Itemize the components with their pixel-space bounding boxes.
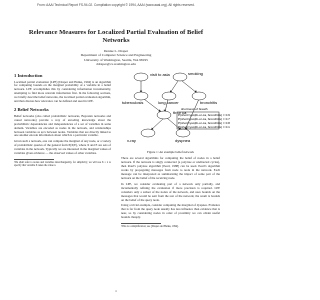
belief-networks-paragraph-2: Given such a network, one can compute the marginal of any node, or a variety of probabilistic queries of the general form P(X|E), where X and E are sets of variables in the network. Typically we are interested in the marginal values of variables given evidence — the observed values of other variables. [14, 139, 111, 156]
page-number: 1 [115, 289, 117, 293]
section-heading-introduction: 1 Introduction [14, 73, 43, 78]
cpt-legend [177, 107, 230, 129]
author-department: Department of Computer Science and Engineering [80, 53, 152, 58]
paper-title [20, 29, 212, 45]
right-paragraph-1: There are several algorithms for computing the belief of nodes in a belief network. If the network is singly connected (a polytree or undirected cycles), then Pearl's polytree algorithm [Pearl, 1988] can be used. Pearl's algorithm works by propagating messages from node to node in the network. Each message can be interpreted as summarizing the impact of some part of the network on the belief of the receiving node. [121, 156, 220, 180]
footnote-left: ¹We shall refer to nodes and variables interchangeably, for simplicity; we will use X = x to specify that variable X takes the value x. [14, 161, 111, 168]
belief-network-figure [121, 70, 230, 148]
node-dyspnea: dyspnea [175, 138, 191, 143]
title-line-1: Relevance Measures for Localized Partial Evaluation of Belief [28, 29, 204, 36]
node-tuberculosis: tuberculosis [122, 100, 144, 105]
introduction-paragraph: Localized partial evaluation (LPE) [Draper and Hanks, 1994] is an algorithm for computing bounds on the marginal probability of a variable in a belief network. LPE accomplishes this by considering information incrementally, attempting to find more relevant information first. In the following sections, we briefly describe belief networks, the localized partial evaluation algorithm, and then discuss how relevance can be defined and used in LPE. [14, 79, 111, 104]
author-block [20, 49, 212, 66]
node-smoking: smoking [188, 71, 203, 76]
title-line-2: Networks [102, 37, 130, 44]
section-heading-belief-networks: 2 Belief Networks [14, 107, 49, 113]
copyright-notice: From: AAAI Technical Report FS-94-02. Compilation copyright © 1994, AAAI (www.aaai.org). All rights reserved. [37, 3, 195, 7]
right-paragraph-2: In LPE, we consider evaluating part of a network only partially, and incrementally refining the evaluation if more precision is required. LPE considers only a subset of the nodes of the network, and uses bounds on the messages that would be sent from the rest of the network; the result is bounds on the belief of the query node. [121, 181, 220, 202]
footnote-right: ²This is a simplification; see [Draper and Hanks, 1994]. [121, 225, 179, 229]
left-column [14, 70, 111, 168]
cpt-row: P(short=yes|tb-or-ca, bronchitis) = 0.7 [178, 117, 230, 121]
author-name: Denise L. Draper [103, 49, 129, 53]
node-bronchitis: bronchitis [200, 100, 218, 105]
node-lung-cancer: lung cancer [158, 100, 179, 105]
footnote-divider [14, 159, 54, 160]
cpt-heading: shortness of breath [181, 107, 208, 111]
node-x-ray: x-ray [127, 138, 136, 143]
figure-caption: Figure 1: An example belief network [146, 150, 194, 154]
footnote-divider [121, 223, 161, 224]
cpt-row: P(short=yes|tb-or-ca, bronchitis) = 0.1 [178, 125, 230, 129]
cpt-row: P(short=yes|tb-or-ca, bronchitis) = 0.8 [178, 121, 230, 125]
node-visit-to-asia: visit to asia [150, 72, 170, 77]
author-university: University of Washington, Seattle, WA 98195 [84, 57, 148, 62]
belief-networks-paragraph-1: Belief networks (also called probabilistic networks, Bayesian networks and causal networks) provide a way of encoding knowledge about the probabilistic dependencies and independencies of a set of variables in some domain. Variables are encoded as nodes in the network, and relationships between variables as arcs between nodes. Variables that are directly linked to one another encode information about which is a particular variable. [14, 113, 111, 138]
right-paragraph-3: Using a trivial example, consider computing the marginal of dyspnea. Evidence that is far from the query node usually has less influence than evidence that is near, so by considering nodes in order of proximity we can obtain useful bounds cheaply. [121, 203, 220, 220]
cpt-row: P(short=yes|tb-or-ca, bronchitis) = 0.9 [178, 113, 230, 117]
right-column [121, 70, 230, 229]
author-email: ddraper@cs.washington.edu [96, 61, 136, 66]
node-tb-or-ca: tb or ca [173, 110, 187, 115]
